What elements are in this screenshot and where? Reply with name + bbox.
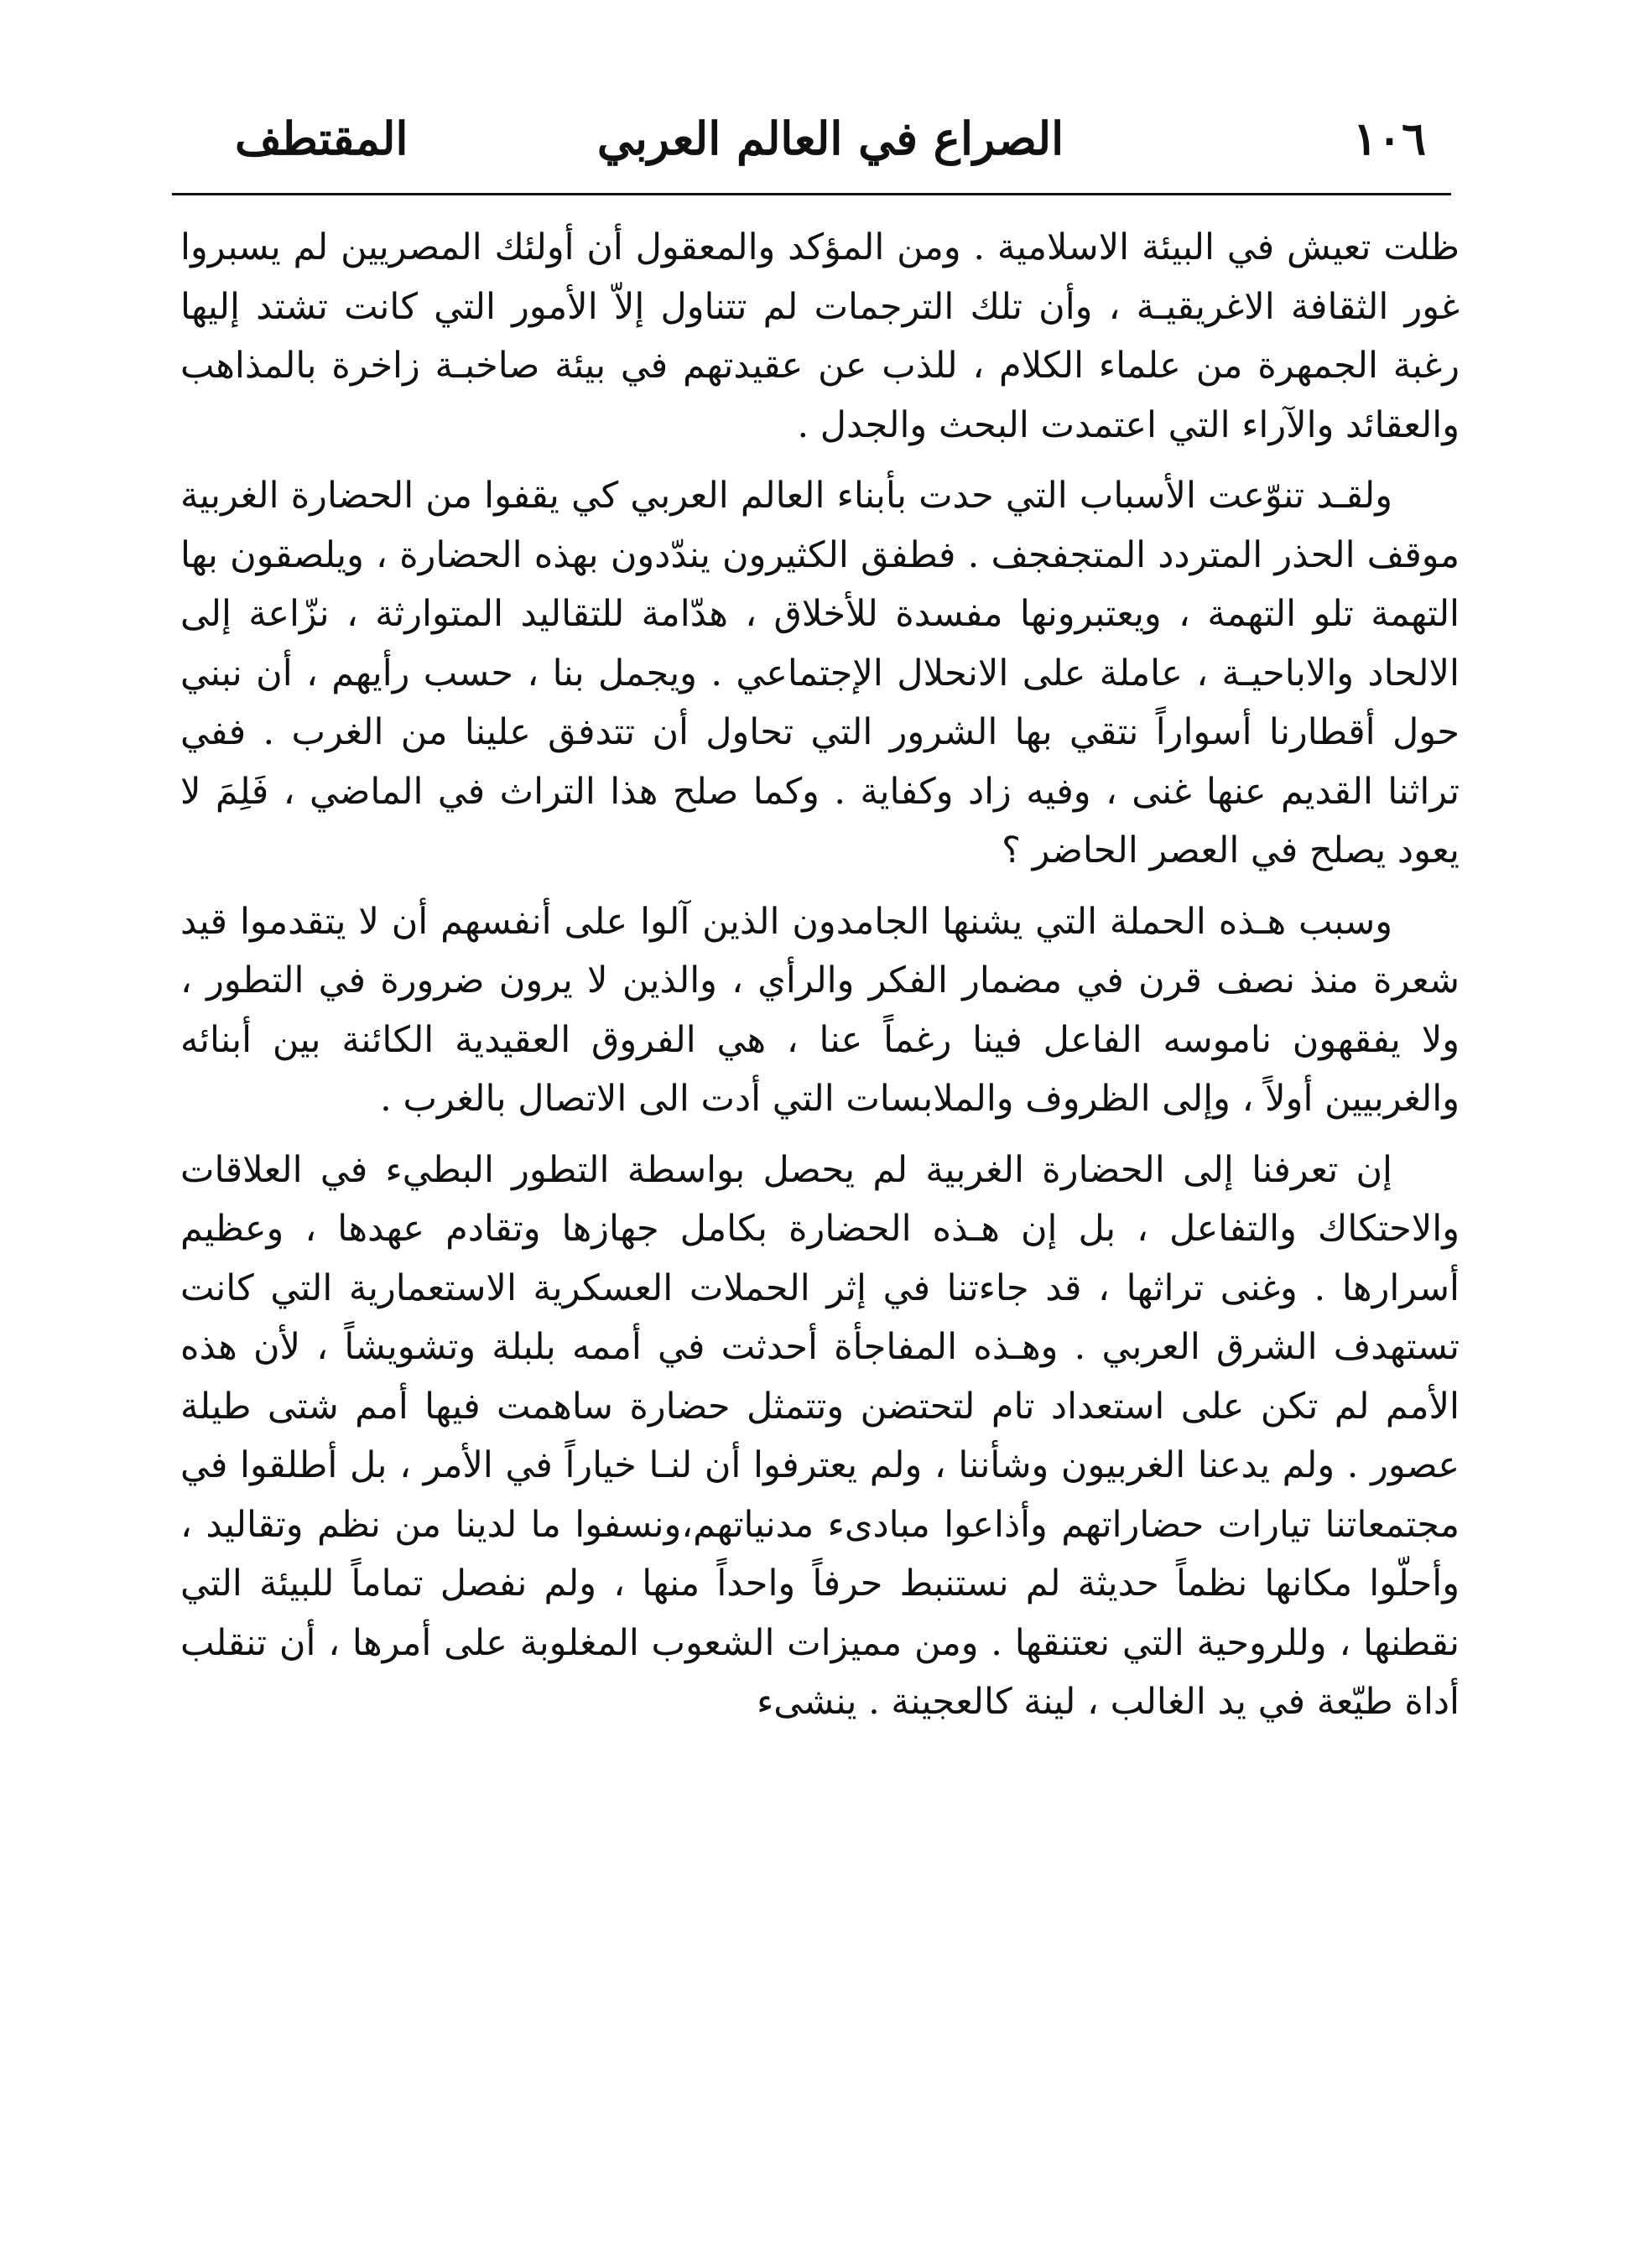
paragraph-1: ظلت تعيش في البيئة الاسلامية . ومن المؤكد والمعقول أن أولئك المصريين لم يسبروا غور الثقافة الاغريقيـة ، وأن تلك الترجمات لم تتناول إلاّ الأمور التي كانت تشتد إليها رغبة الجمهرة من علماء الكلام ، للذب عن عقيدتهم في بيئة صاخبـة زاخرة بالمذاهب والعقائد والآراء التي اعتمدت البحث والجدل . (180, 226, 1460, 446)
article-title: الصراع في العالم العربي (596, 112, 1064, 165)
article-body (180, 218, 1460, 1744)
paragraph-3: وسبب هـذه الحملة التي يشنها الجامدون الذين آلوا على أنفسهم أن لا يتقدموا قيد شعرة منذ نصف قرن في مضمار الفكر والرأي ، والذين لا يرون ضرورة في التطور ، ولا يفقهون ناموسه الفاعل فينا رغماً عنا ، هي الفروق العقيدية الكائنة بين أبنائه والغربيين أولاً ، وإلى الظروف والملابسات التي أدت الى الاتصال بالغرب . (180, 900, 1460, 1120)
page-number: ١٠٦ (1352, 112, 1426, 165)
paragraph-4: إن تعرفنا إلى الحضارة الغربية لم يحصل بواسطة التطور البطيء في العلاقات والاحتكاك والتفاعل ، بل إن هـذه الحضارة بكامل جهازها وتقادم عهدها ، وعظيم أسرارها . وغنى تراثها ، قد جاءتنا في إثر الحملات العسكرية الاستعمارية التي كانت تستهدف الشرق العربي . وهـذه المفاجأة أحدثت في أممه بلبلة وتشويشاً ، لأن هذه الأمم لم تكن على استعداد تام لتحتضن وتتمثل حضارة ساهمت فيها أمم شتى طيلة عصور . ولم يدعنا الغربيون وشأننا ، ولم يعترفوا أن لنـا خياراً في الأمر ، بل أطلقوا في مجتمعاتنا تيارات حضاراتهم وأذاعوا مبادىء مدنياتهم،ونسفوا ما لدينا من نظم وتقاليد ، وأحلّوا مكانها نظماً حديثة لم نستنبط حرفاً واحداً منها ، ولم نفصل تماماً للبيئة التي نقطنها ، وللروحية التي نعتنقها . ومن مميزات الشعوب المغلوبة على أمرها ، أن تنقلب أداة طيّعة في يد الغالب ، لينة كالعجينة . ينشىء (180, 1148, 1460, 1723)
journal-name: المقتطف (235, 112, 408, 165)
running-header (235, 101, 1426, 176)
paragraph-2: ولقـد تنوّعت الأسباب التي حدت بأبناء العالم العربي كي يقفوا من الحضارة الغربية موقف الحذر المتردد المتجفجف . فطفق الكثيرون يندّدون بهذه الحضارة ، ويلصقون بها التهمة تلو التهمة ، ويعتبرونها مفسدة للأخلاق ، هدّامة للتقاليد المتوارثة ، نزّاعة إلى الالحاد والاباحيـة ، عاملة على الانحلال الإجتماعي . ويجمل بنا ، حسب رأيهم ، أن نبني حول أقطارنا أسواراً نتقي بها الشرور التي تحاول أن تتدفق علينا من الغرب . ففي تراثنا القديم عنها غنى ، وفيه زاد وكفاية . وكما صلح هذا التراث في الماضي ، فَلِمَ لا يعود يصلح في العصر الحاضر ؟ (180, 475, 1460, 871)
header-rule (172, 193, 1451, 195)
